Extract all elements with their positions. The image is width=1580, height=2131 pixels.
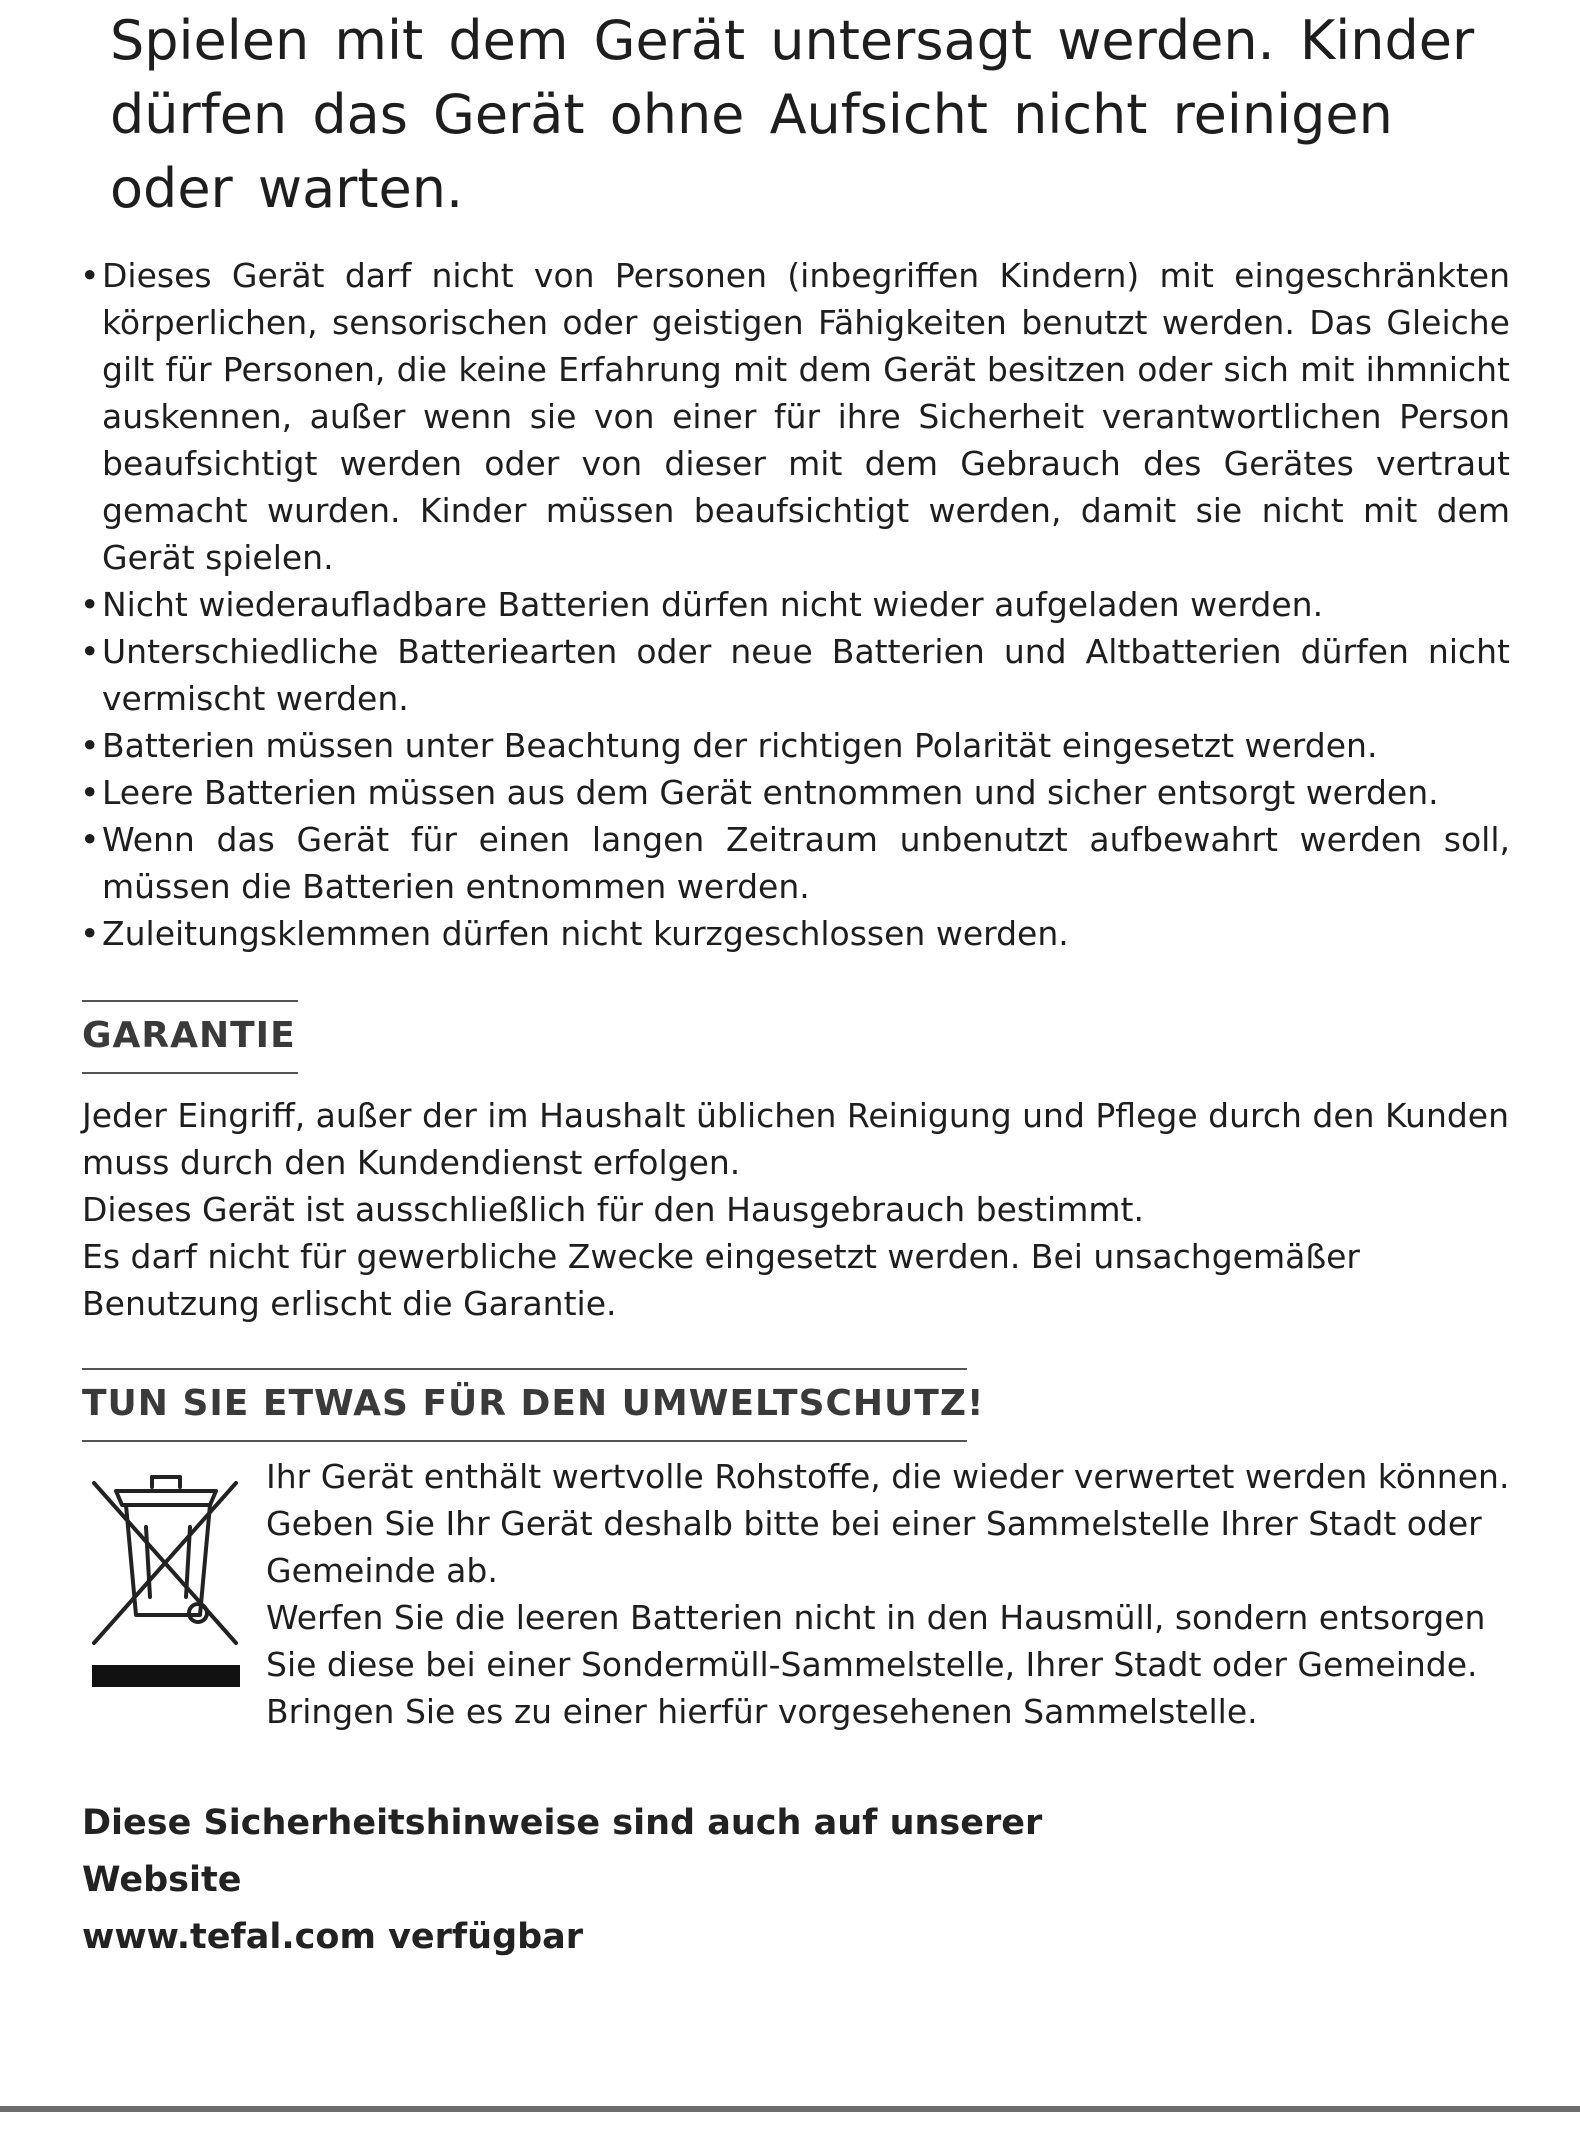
list-item: • Batterien müssen unter Beachtung der richtigen Polarität eingesetzt werden. (80, 722, 1510, 769)
list-item: • Wenn das Gerät für einen langen Zeitraum unbenutzt aufbewahrt werden soll, müssen die Batterien entnommen werden. (80, 816, 1510, 910)
garantie-text-3: Es darf nicht für gewerbliche Zwecke eingesetzt werden. Bei unsachgemäßer Benutzung erlischt die Garantie. (82, 1237, 1360, 1323)
website-note-line-1: Diese Sicherheitshinweise sind auch auf unserer Website (82, 1803, 1043, 1900)
garantie-text-2: Dieses Gerät ist ausschließlich für den Hausgebrauch bestimmt. (82, 1190, 1144, 1229)
page-bottom-rule (0, 2106, 1580, 2112)
list-item: • Leere Batterien müssen aus dem Gerät entnommen und sicher entsorgt werden. (80, 769, 1510, 816)
garantie-bottom-rule (82, 1072, 298, 1074)
umwelt-text-2: Werfen Sie die leeren Batterien nicht in den Hausmüll, sondern entsorgen Sie diese bei einer Sondermüll-Sammelstelle, Ihrer Stadt oder Gemeinde. (266, 1598, 1486, 1684)
list-item: • Zuleitungsklemmen dürfen nicht kurzgeschlossen werden. (80, 910, 1510, 957)
website-note-line-2: www.tefal.com verfügbar (82, 1917, 584, 1957)
crossed-out-wheelie-bin-icon (86, 1465, 246, 1695)
intro-paragraph: Spielen mit dem Gerät untersagt werden. Kinder dürfen das Gerät ohne Aufsicht nicht reinigen oder warten. (110, 9, 1475, 220)
list-item: • Dieses Gerät darf nicht von Personen (inbegriffen Kindern) mit eingeschränkten körperlichen, sensorischen oder geistigen Fähigkeiten benutzt werden. Das Gleiche gilt für Personen, die keine Erfahrung mit dem Gerät besitzen oder sich mit ihmnicht auskennen, außer wenn sie von einer für ihre Sicherheit verantwortlichen Person beaufsichtigt werden oder von dieser mit dem Gebrauch des Gerätes vertraut gemacht wurden. Kinder müssen beaufsichtigt werden, damit sie nicht mit dem Gerät spielen. (80, 252, 1510, 581)
website-note (82, 1795, 1082, 1966)
safety-bullet-list (80, 252, 1510, 957)
umwelt-top-rule (82, 1368, 967, 1370)
umwelt-bottom-rule (82, 1440, 967, 1442)
list-item: • Unterschiedliche Batteriearten oder neue Batterien und Altbatterien dürfen nicht vermischt werden. (80, 628, 1510, 722)
umwelt-heading: TUN SIE ETWAS FÜR DEN UMWELTSCHUTZ! (82, 1383, 985, 1424)
garantie-text-1: Jeder Eingriff, außer der im Haushalt üblichen Reinigung und Pflege durch den Kunden muss durch den Kundendienst erfolgen. (82, 1096, 1510, 1182)
garantie-top-rule (82, 1000, 298, 1002)
umwelt-text-3: Bringen Sie es zu einer hierfür vorgesehenen Sammelstelle. (266, 1692, 1258, 1731)
list-item: • Nicht wiederaufladbare Batterien dürfen nicht wieder aufgeladen werden. (80, 581, 1510, 628)
umwelt-text-1: Ihr Gerät enthält wertvolle Rohstoffe, die wieder verwertet werden können. Geben Sie Ihr Gerät deshalb bitte bei einer Sammelstelle Ihrer Stadt oder Gemeinde ab. (266, 1457, 1510, 1590)
garantie-heading: GARANTIE (82, 1015, 296, 1056)
weee-black-bar (92, 1665, 240, 1687)
